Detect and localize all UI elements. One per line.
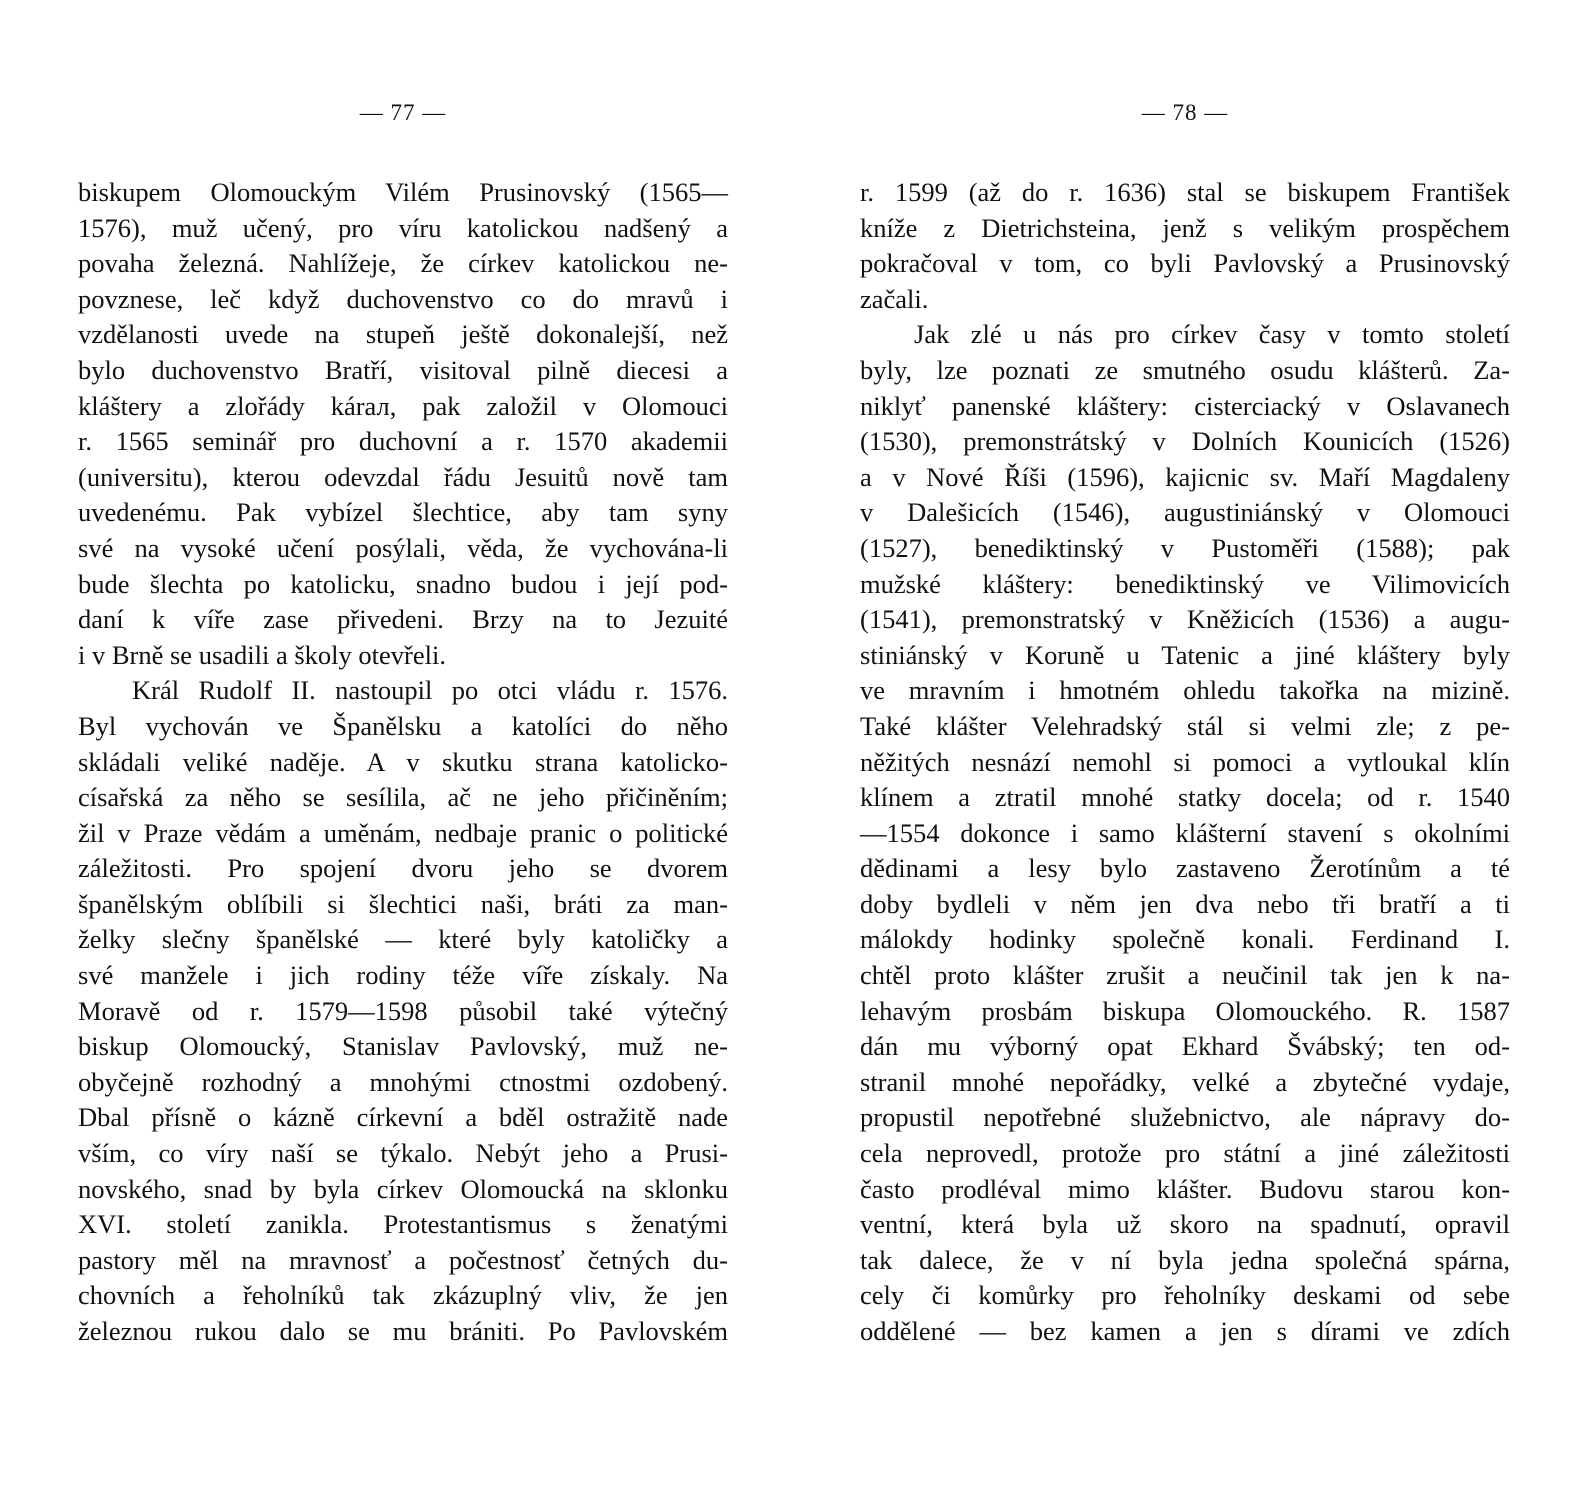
text-line: Dbal přísně o kázně církevní a bděl ostražitě nade [78,1102,728,1133]
text-line: tak dalece, že v ní byla jedna společná spárna, [860,1244,1510,1275]
text-line: klínem a ztratil mnohé statky docela; od r. 1540 [860,782,1510,813]
left-page [78,0,728,1500]
text-line: kláštery a zlořády kárал, pak založil v Olomouci [78,390,728,421]
text-line: skládali veliké naděje. A v skutku strana katolicko- [78,746,728,777]
text-line: chovních a řeholníků tak zkázuplný vliv, že jen [78,1280,728,1311]
text-line: něžitých nesnází nemohl si pomoci a vytloukal klín [860,746,1510,777]
text-line: ve mravním i hmotném ohledu takořka na mizině. [860,675,1510,706]
text-line: stranil mnohé nepořádky, velké a zbytečné vydaje, [860,1066,1510,1097]
text-line: (1527), benediktinský v Pustoměři (1588); pak [860,532,1510,563]
text-line: želky slečny španělské — které byly katoličky a [78,924,728,955]
text-line: mužské kláštery: benediktinský ve Vilimovicích [860,568,1510,599]
text-line: XVI. století zanikla. Protestantismus s ženatými [78,1209,728,1240]
text-line: novského, snad by byla církev Olomoucká na sklonku [78,1173,728,1204]
text-line: začali. [860,283,929,314]
text-line: dán mu výborný opat Ekhard Švábský; ten od- [860,1031,1510,1062]
text-line: lehavým prosbám biskupa Olomouckého. R. 1587 [860,995,1510,1026]
text-line: r. 1599 (až do r. 1636) stal se biskupem František [860,177,1510,207]
right-page-text [860,175,1510,1350]
text-line: uvedenému. Pak vybízel šlechtice, aby tam syny [78,497,728,528]
text-line: málokdy hodinky společně konali. Ferdinand I. [860,924,1510,955]
text-line: obyčejně rozhodný a mnohými ctnostmi ozdobený. [78,1066,728,1097]
text-line: Moravě od r. 1579—1598 působil také výtečný [78,995,728,1026]
text-line: propustil nepotřebné služebnictvo, ale nápravy do- [860,1102,1510,1133]
text-line: biskupem Olomouckým Vilém Prusinovský (1565— [78,177,728,207]
text-line: španělským oblíbili si šlechtici naši, bráti za man- [78,888,728,919]
text-line: niklyť panenské kláštery: cisterciacký v Oslavanech [860,390,1510,421]
text-line: stiniánský v Koruně u Tatenic a jiné kláštery byly [860,639,1510,670]
text-line: pastory měl na mravnosť a počestnosť četných du- [78,1244,728,1275]
text-line: chtěl proto klášter zrušit a neučinil tak jen k na- [860,960,1510,991]
text-line: (universitu), kterou odevzdal řádu Jesuitů nově tam [78,461,728,492]
text-line: Byl vychován ve Španělsku a katolíci do něho [78,710,728,741]
text-line: Jak zlé u nás pro církev časy v tomto století [914,319,1510,350]
left-page-text [78,175,728,1350]
text-line: i v Brně se usadili a školy otevřeli. [78,639,446,670]
text-line: své na vysoké učení posýlali, věda, že vychována-li [78,532,728,563]
left-page-number: — 77 — [359,100,447,125]
text-line: dědinami a lesy bylo zastaveno Žerotínům a té [860,853,1510,884]
right-page [860,0,1510,1500]
text-line: povznese, leč když duchovenstvo co do mravů i [78,283,728,314]
text-line: bylo duchovenstvo Bratří, visitoval pilně diecesi a [78,354,728,385]
text-line: často prodléval mimo klášter. Budovu starou kon- [860,1173,1510,1204]
text-line: vzdělanosti uvede na stupeň ještě dokonalejší, než [78,319,728,350]
text-line: byly, lze poznati ze smutného osudu klášterů. Za- [860,354,1510,385]
text-line: vším, co víry naší se týkalo. Nebýt jeho a Prusi- [78,1138,728,1169]
text-line: biskup Olomoucký, Stanislav Pavlovský, muž ne- [78,1031,728,1062]
text-line: cely či komůrky pro řeholníky deskami od sebe [860,1280,1510,1311]
text-line: povaha železná. Nahlížeje, že církev katolickou ne- [78,248,728,279]
text-line: doby bydleli v něm jen dva nebo tři bratří a ti [860,888,1510,919]
text-line: ventní, která byla už skoro na spadnutí, opravil [860,1209,1510,1240]
text-line: záležitosti. Pro spojení dvoru jeho se dvorem [78,853,728,884]
text-line: žil v Praze vědám a uměnám, nedbaje pranic o politické [78,817,728,848]
text-line: a v Nové Říši (1596), kajicnic sv. Maří Magdaleny [860,461,1510,492]
text-line: pokračoval v tom, co byli Pavlovský a Prusinovský [860,248,1510,279]
right-page-number: — 78 — [1141,100,1229,125]
text-line: r. 1565 seminář pro duchovní a r. 1570 akademii [78,426,728,457]
text-line: daní k víře zase přivedeni. Brzy na to Jezuité [78,604,728,635]
text-line: —1554 dokonce i samo klášterní stavení s okolními [860,817,1510,848]
text-line: v Dalešicích (1546), augustiniánský v Olomouci [860,497,1510,528]
text-line: oddělené — bez kamen a jen s dírami ve zdích [860,1316,1510,1346]
text-line: Také klášter Velehradský stál si velmi zle; z pe- [860,710,1510,741]
text-line: Král Rudolf II. nastoupil po otci vládu r. 1576. [132,675,728,706]
text-line: (1541), premonstratský v Kněžicích (1536) a augu- [860,604,1510,635]
text-line: bude šlechta po katolicku, snadno budou i její pod- [78,568,728,599]
text-line: své manžele i jich rodiny téže víře získaly. Na [78,960,728,991]
text-line: 1576), muž učený, pro víru katolickou nadšený a [78,212,728,243]
text-line: kníže z Dietrichsteina, jenž s velikým prospěchem [860,212,1510,243]
text-line: železnou rukou dalo se mu brániti. Po Pavlovském [78,1316,728,1346]
text-line: (1530), premonstrátský v Dolních Kounicích (1526) [860,426,1510,457]
text-line: cela neprovedl, protože pro státní a jiné záležitosti [860,1138,1510,1169]
text-line: císařská za něho se sesílila, ač ne jeho přičiněním; [78,782,728,813]
